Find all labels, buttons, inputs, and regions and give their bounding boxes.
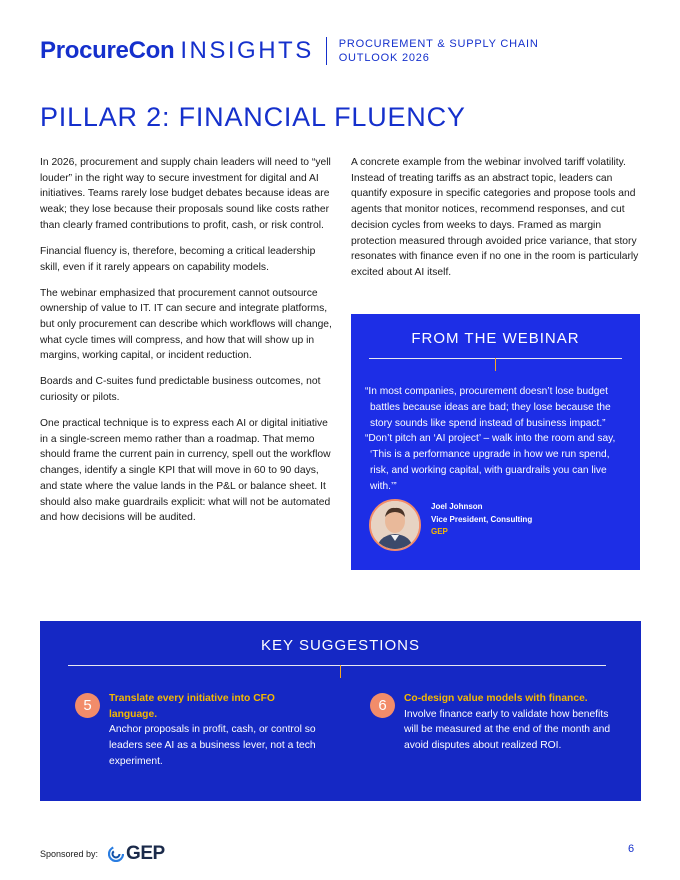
suggestion-number: 6 xyxy=(370,693,395,718)
webinar-title: FROM THE WEBINAR xyxy=(411,330,580,347)
webinar-quote xyxy=(365,384,627,495)
divider-tick xyxy=(495,358,496,371)
right-column xyxy=(351,155,640,291)
divider xyxy=(68,665,606,666)
paragraph: A concrete example from the webinar involved tariff volatility. Instead of treating tariffs as an abstract topic, leaders can quantify exposure in specific categories and propose tools and agents that monitor notices, recommend responses, and cut decision cycles from weeks to days. Framed as margin protection measured through avoided price variance, that story resonates with finance even if no one in the room is particularly excited about AI itself. xyxy=(351,157,639,278)
quote-2: “Don’t pitch an ‘AI project’ – walk into the room and say, ‘This is a performance upgrade in how we run spend, risk, and working capital, with guardrails you can live with.’” xyxy=(365,433,616,492)
speaker-role: Vice President, Consulting xyxy=(431,514,533,524)
paragraph: Financial fluency is, therefore, becoming a critical leadership skill, even if it rarely appears on capability models. xyxy=(40,245,316,273)
procurecon-insights-logo xyxy=(40,37,314,65)
paragraph: The webinar emphasized that procurement cannot outsource ownership of value to IT. IT can secure and integrate platforms, but only procurement can describe which workflows will change, what cycle times will compress, and how that will show up in margins, working capital, or incident reduction. xyxy=(40,287,332,362)
avatar xyxy=(369,499,421,551)
suggestion-body: Anchor proposals in profit, cash, or control so leaders see AI as a business lever, not a tech experiment. xyxy=(109,724,316,767)
header-subtitle xyxy=(339,37,539,65)
suggestion-item xyxy=(75,691,325,770)
speaker xyxy=(369,499,532,551)
sponsored-by-label: Sponsored by: xyxy=(40,849,99,859)
key-suggestions xyxy=(40,621,641,801)
suggestion-item xyxy=(370,691,620,754)
header-divider xyxy=(326,37,327,65)
webinar-callout xyxy=(351,314,640,570)
paragraph: In 2026, procurement and supply chain leaders will need to “yell louder” in the right way to secure investment for digital and AI initiatives. Teams rarely lose budget debates because ideas are weak; they lose because their proposals sound like costs rather than clearly framed contributions to profit, cash, or risk control. xyxy=(40,157,331,231)
header-subtitle-line2: OUTLOOK 2026 xyxy=(338,52,430,64)
left-column xyxy=(40,155,332,536)
speaker-photo-icon xyxy=(371,501,419,549)
speaker-name: Joel Johnson xyxy=(431,502,483,512)
header-subtitle-line1: PROCUREMENT & SUPPLY CHAIN xyxy=(338,38,539,50)
divider-tick xyxy=(340,665,341,678)
key-suggestions-title: KEY SUGGESTIONS xyxy=(261,637,420,654)
page-number: 6 xyxy=(628,843,635,855)
paragraph: One practical technique is to express each AI or digital initiative in a single-screen memo rather than a roadmap. That memo should frame the current pain in currency, spell out the workflow changes, identify a single KPI that will move in 60 to 90 days, and state where the value lands in the P&L or balance sheet. It should also make guardrails explicit: what will not be automated and how decisions will be audited. xyxy=(40,418,331,524)
logo-brand: ProcureCon xyxy=(40,37,175,64)
logo-insights: INSIGHTS xyxy=(180,37,314,64)
suggestion-text xyxy=(109,691,319,770)
sponsor-footer xyxy=(40,843,165,865)
suggestion-body: Involve finance early to validate how benefits will be measured at the end of the month and avoid disputes about realized ROI. xyxy=(404,708,611,752)
paragraph: Boards and C-suites fund predictable business outcomes, not curiosity or pilots. xyxy=(40,376,321,404)
speaker-company: GEP xyxy=(431,527,448,537)
gep-swirl-icon xyxy=(108,846,124,862)
suggestion-text xyxy=(404,691,614,754)
suggestion-heading: Translate every initiative into CFO language. xyxy=(109,693,275,720)
page-title: PILLAR 2: FINANCIAL FLUENCY xyxy=(40,102,466,132)
speaker-info xyxy=(431,501,532,539)
suggestion-heading: Co-design value models with finance. xyxy=(404,693,588,704)
suggestion-number: 5 xyxy=(75,693,100,718)
gep-logo xyxy=(108,843,165,865)
gep-logo-text: GEP xyxy=(126,843,165,864)
quote-1: “In most companies, procurement doesn’t lose budget battles because ideas are bad; they lose because the story sounds like spend instead of business impact.” xyxy=(365,386,611,429)
page-header xyxy=(40,34,539,68)
